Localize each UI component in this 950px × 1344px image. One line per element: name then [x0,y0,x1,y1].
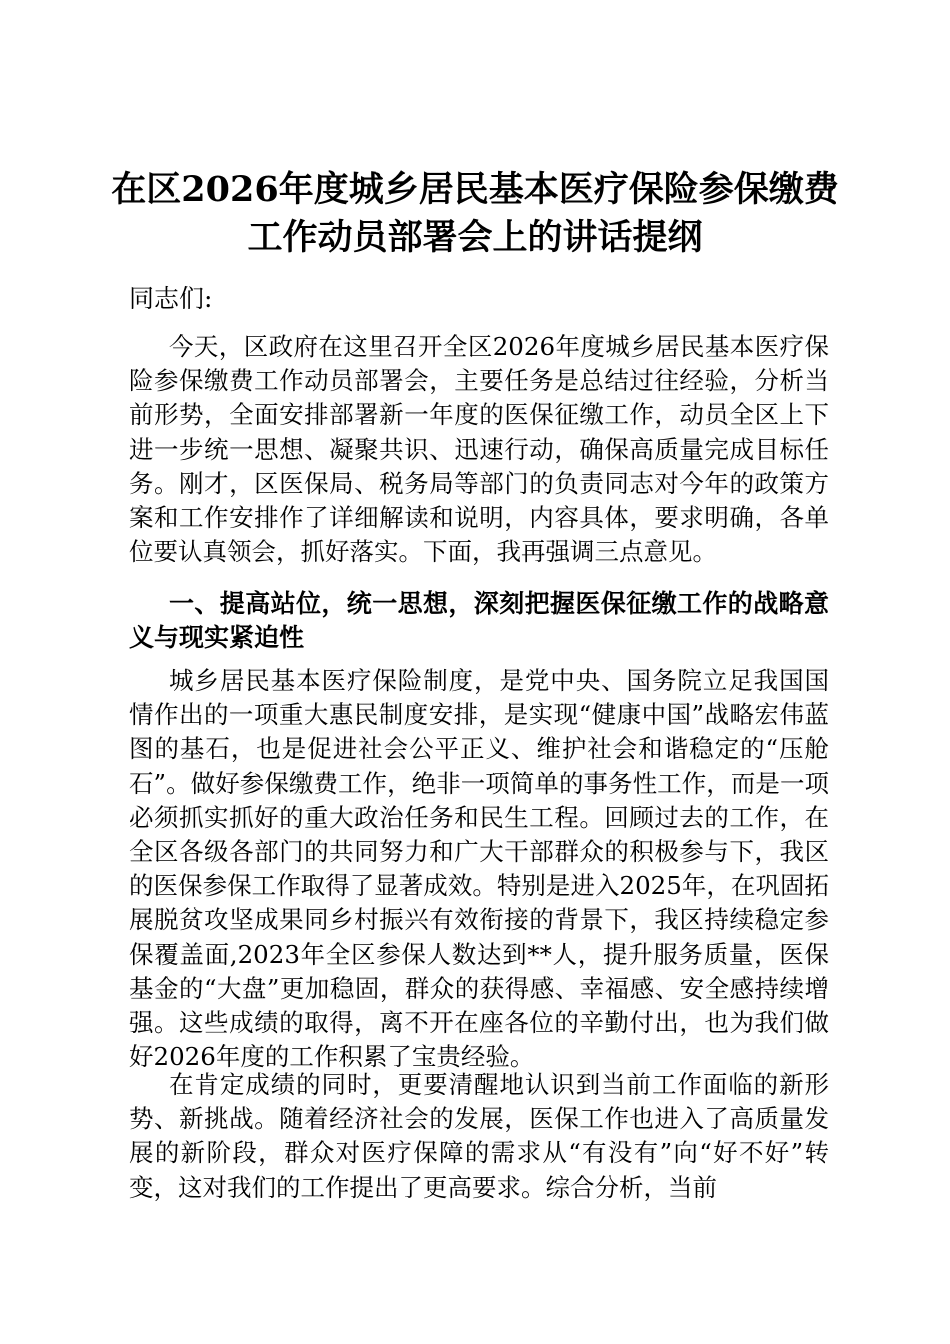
paragraph-challenges: 在肯定成绩的同时，更要清醒地认识到当前工作面临的新形势、新挑战。随着经济社会的发展，医保工作也进入了高质量发展的新阶段，群众对医疗保障的需求从“有没有”向“好不好”转变，这对我们的工作提出了更高要求。综合分析，当前 [129,1070,829,1202]
document-title: 在区2026年度城乡居民基本医疗保险参保缴费工作动员部署会上的讲话提纲 [111,169,839,258]
section-heading-1: 一、提高站位，统一思想，深刻把握医保征缴工作的战略意义与现实紧迫性 [129,589,829,652]
salutation: 同志们: [129,284,213,313]
paragraph-achievements: 城乡居民基本医疗保险制度，是党中央、国务院立足我国国情作出的一项重大惠民制度安排，是实现“健康中国”战略宏伟蓝图的基石，也是促进社会公平正义、维护社会和谐稳定的“压舱石”。做好参保缴费工作，绝非一项简单的事务性工作，而是一项必须抓实抓好的重大政治任务和民生工程。回顾过去的工作，在全区各级各部门的共同努力和广大干部群众的积极参与下，我区的医保参保工作取得了显著成效。特别是进入2025年，在巩固拓展脱贫攻坚成果同乡村振兴有效衔接的背景下，我区持续稳定参保覆盖面,2023年全区参保人数达到**人，提升服务质量，医保基金的“大盘”更加稳固，群众的获得感、幸福感、安全感持续增强。这些成绩的取得，离不开在座各位的辛勤付出，也为我们做好2026年度的工作积累了宝贵经验。 [129,666,829,1072]
paragraph-intro: 今天，区政府在这里召开全区2026年度城乡居民基本医疗保险参保缴费工作动员部署会，主要任务是总结过往经验，分析当前形势，全面安排部署新一年度的医保征缴工作，动员全区上下进一步统一思想、凝聚共识、迅速行动，确保高质量完成目标任务。刚才，区医保局、税务局等部门的负责同志对今年的政策方案和工作安排作了详细解读和说明，内容具体，要求明确，各单位要认真领会，抓好落实。下面，我再强调三点意见。 [129,332,829,567]
